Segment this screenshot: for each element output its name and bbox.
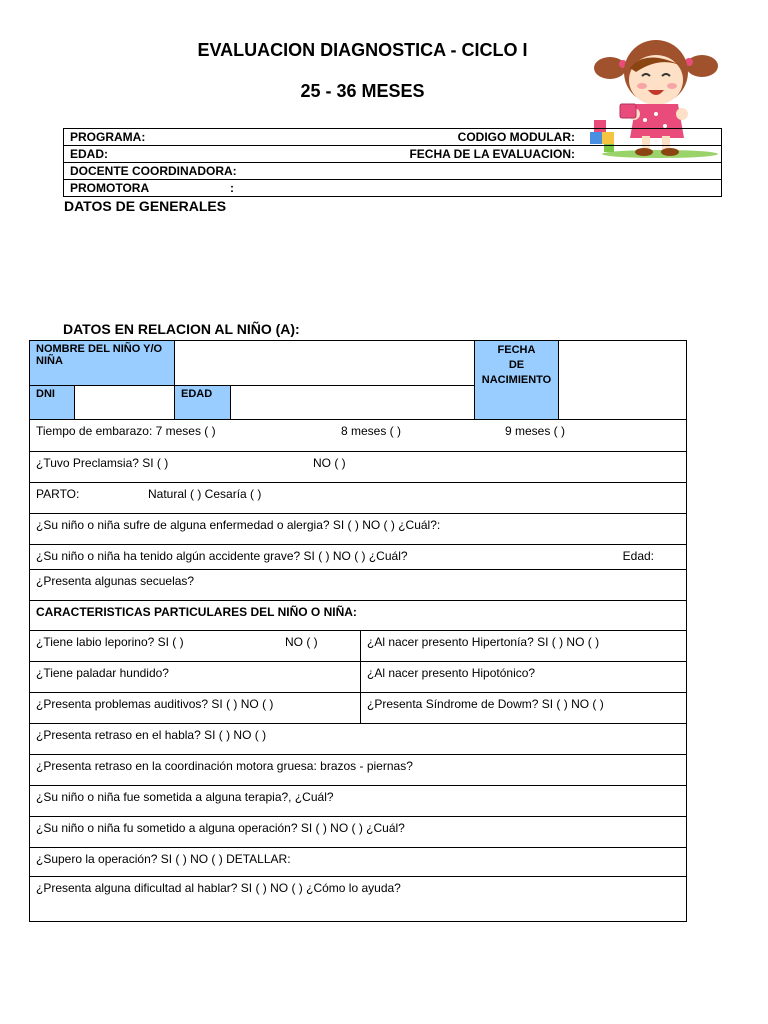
hipotonico-question: ¿Al nacer presento Hipotónico? (361, 662, 687, 693)
terapia-question: ¿Su niño o niña fue sometida a alguna terapia?, ¿Cuál? (30, 786, 687, 817)
fecha-line-3: NACIMIENTO (481, 374, 552, 386)
parto-options: Natural ( ) Cesaría ( ) (148, 487, 262, 501)
codigo-modular-label: CODIGO MODULAR: (457, 130, 575, 144)
motora-question: ¿Presenta retraso en la coordinación motora gruesa: brazos - piernas? (30, 755, 687, 786)
parto-row (30, 483, 687, 514)
nombre-label-cell: NOMBRE DEL NIÑO Y/O NIÑA (30, 341, 175, 386)
hipertonia-question: ¿Al nacer presento Hipertonía? SI ( ) NO ( ) (361, 631, 687, 662)
dni-field[interactable] (75, 386, 175, 420)
secuelas-question: ¿Presenta algunas secuelas? (30, 570, 687, 601)
page-title: EVALUACION DIAGNOSTICA - CICLO I (197, 40, 528, 60)
accidente-row (30, 545, 687, 570)
programa-label: PROGRAMA: (70, 130, 146, 144)
dificultad-question: ¿Presenta alguna dificultad al hablar? SI ( ) NO ( ) ¿Cómo lo ayuda? (30, 877, 687, 922)
labio-no-option: NO ( ) (285, 635, 318, 649)
caracteristicas-heading: CARACTERISTICAS PARTICULARES DEL NIÑO O NIÑA: (30, 601, 687, 631)
preclamsia-row (30, 452, 687, 483)
promotora-colon: : (230, 181, 234, 195)
general-info-table (63, 128, 722, 197)
operacion-question: ¿Su niño o niña fu sometido a alguna operación? SI ( ) NO ( ) ¿Cuál? (30, 817, 687, 848)
parto-label: PARTO: (36, 487, 80, 501)
section-datos-generales: DATOS DE GENERALES (64, 198, 227, 214)
preclamsia-no-option: NO ( ) (313, 456, 346, 470)
age-range-subtitle: 25 - 36 MESES (300, 81, 425, 101)
programa-row (64, 129, 722, 146)
edad-field[interactable] (231, 386, 475, 420)
preclamsia-question: ¿Tuvo Preclamsia? SI ( ) (36, 456, 169, 470)
embarazo-question: Tiempo de embarazo: 7 meses ( ) (36, 424, 216, 438)
child-info-table (29, 340, 687, 420)
fecha-line-2: DE (508, 359, 525, 371)
promotora-row (64, 180, 722, 197)
edad-label: EDAD: (70, 147, 108, 161)
paladar-question: ¿Tiene paladar hundido? (30, 662, 361, 693)
nombre-field[interactable] (175, 341, 475, 386)
down-question: ¿Presenta Síndrome de Dowm? SI ( ) NO ( ) (361, 693, 687, 724)
section-datos-nino: DATOS EN RELACION AL NIÑO (A): (63, 321, 300, 337)
embarazo-9-option: 9 meses ( ) (505, 424, 566, 438)
embarazo-8-option: 8 meses ( ) (341, 424, 402, 438)
fecha-nacimiento-field[interactable] (559, 341, 687, 420)
embarazo-row (30, 420, 687, 452)
questions-table (29, 419, 687, 922)
auditivos-question: ¿Presenta problemas auditivos? SI ( ) NO ( ) (30, 693, 361, 724)
supero-question: ¿Supero la operación? SI ( ) NO ( ) DETALLAR: (30, 848, 687, 877)
edad-label-cell: EDAD (175, 386, 231, 420)
fecha-evaluacion-label: FECHA DE LA EVALUACION: (409, 147, 575, 161)
docente-row (64, 163, 722, 180)
labio-question: ¿Tiene labio leporino? SI ( ) (36, 635, 184, 649)
enfermedad-question: ¿Su niño o niña sufre de alguna enfermedad o alergia? SI ( ) NO ( ) ¿Cuál?: (30, 514, 687, 545)
accidente-edad-label: Edad: (622, 549, 654, 563)
labio-cell (30, 631, 361, 662)
docente-label: DOCENTE COORDINADORA: (70, 164, 237, 178)
accidente-question: ¿Su niño o niña ha tenido algún accidente grave? SI ( ) NO ( ) ¿Cuál? (36, 549, 408, 563)
fecha-nacimiento-label-cell (475, 341, 559, 420)
fecha-line-1: FECHA (497, 344, 536, 356)
habla-question: ¿Presenta retraso en el habla? SI ( ) NO ( ) (30, 724, 687, 755)
edad-row (64, 146, 722, 163)
promotora-label: PROMOTORA (70, 181, 150, 195)
dni-label-cell: DNI (30, 386, 75, 420)
